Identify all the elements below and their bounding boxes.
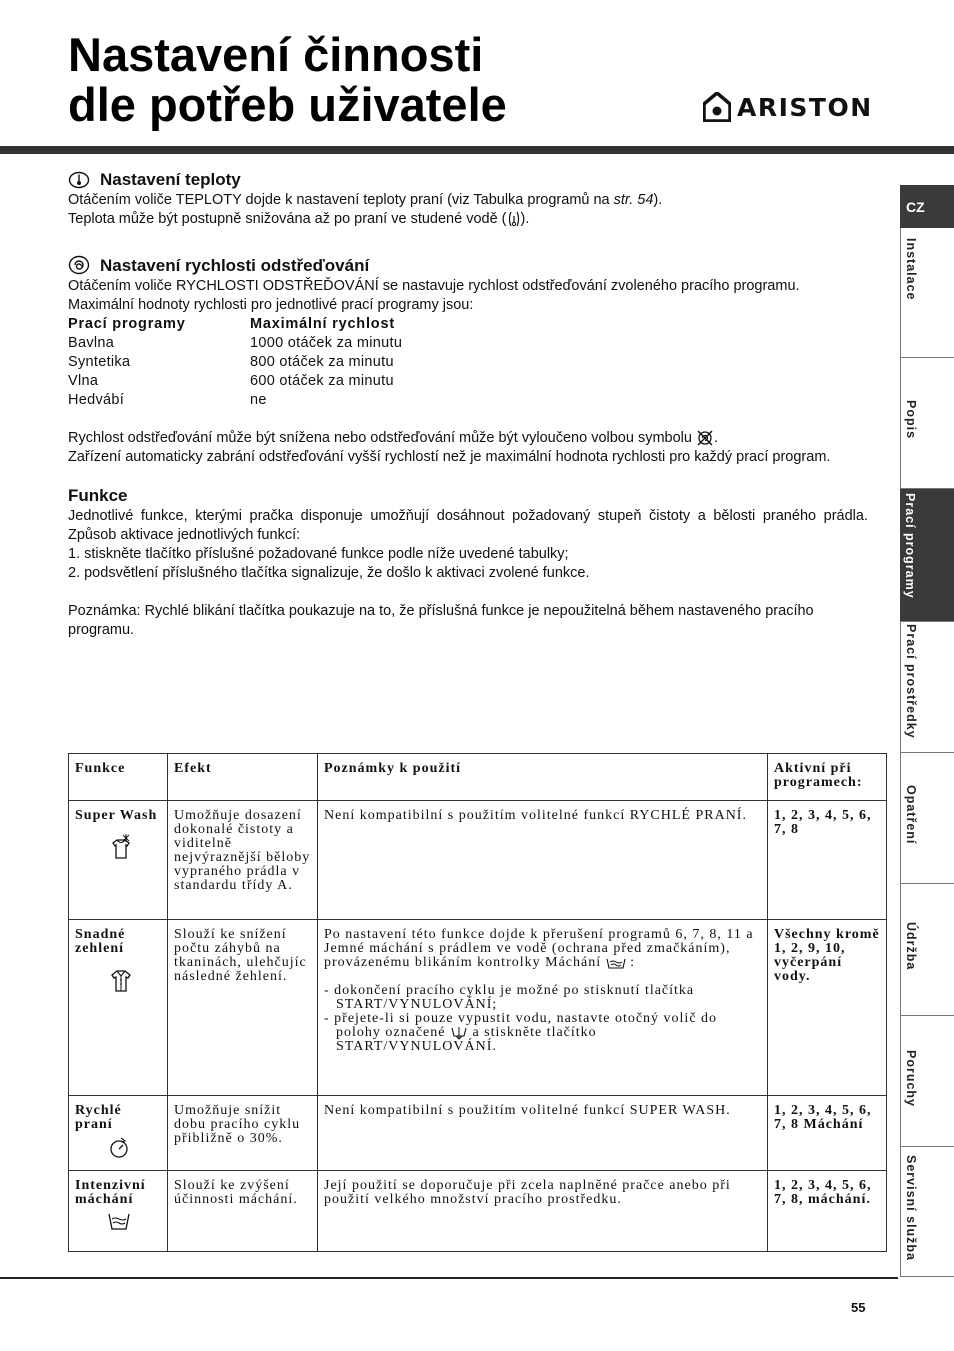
functions-note: Poznámka: Rychlé blikání tlačítka poukazuje na to, že příslušná funkce je nepoužitelná během nastaveného pracího programu.	[68, 603, 814, 638]
max-speed-row	[68, 372, 402, 391]
sidebar-item-label: Popis	[904, 400, 918, 440]
spin-paragraph-3	[68, 429, 868, 448]
active-programs-cell: 1, 2, 3, 4, 5, 6, 7, 8	[768, 801, 887, 920]
temperature-heading-text: Nastavení teploty	[100, 170, 241, 189]
spin-icon	[68, 255, 90, 275]
functions-table-header: Efekt	[168, 754, 318, 801]
thermometer-icon	[68, 171, 90, 189]
program-speed: ne	[250, 392, 267, 408]
functions-section	[68, 486, 868, 640]
page-reference: str. 54	[613, 192, 654, 208]
quick-wash-icon	[107, 1136, 131, 1160]
temperature-section	[68, 170, 868, 229]
sidebar-item-praci-prostredky[interactable]	[900, 622, 954, 753]
spin-section	[68, 255, 868, 467]
header-rule	[0, 146, 954, 154]
effect-cell: Umožňuje snížit dobu pracího cyklu přibližně o 30%.	[168, 1096, 318, 1171]
spin-heading	[68, 255, 868, 275]
sidebar-item-label: Poruchy	[904, 1050, 918, 1108]
notes-list-item	[324, 1012, 761, 1054]
rinse-tub-icon	[606, 957, 626, 969]
functions-table-header-row	[69, 754, 887, 801]
page-title-line1: Nastavení činnosti	[68, 28, 484, 81]
functions-step-1: 1. stiskněte tlačítko příslušné požadované funkce podle níže uvedené tabulky;	[68, 546, 569, 562]
functions-paragraph: Jednotlivé funkce, kterými pračka disponuje umožňují dosáhnout požadovaný stupeň čistoty a bělosti praného prádla. Způsob aktivace jednotlivých funkcí:	[68, 508, 868, 543]
functions-table-header: Aktivní při programech:	[768, 754, 887, 801]
sidebar-item-servisni-sluzba[interactable]	[900, 1147, 954, 1277]
temperature-paragraph-1	[68, 191, 868, 210]
program-name: Hedvábí	[68, 392, 125, 408]
page-title-line2: dle potřeb uživatele	[68, 78, 507, 131]
active-programs-cell: 1, 2, 3, 4, 5, 6, 7, 8 Máchání	[768, 1096, 887, 1171]
function-name: Super Wash	[75, 808, 158, 823]
effect-cell: Slouží ke zvýšení účinnosti máchání.	[168, 1171, 318, 1252]
functions-table	[68, 753, 887, 1252]
house-logo-icon	[703, 92, 731, 122]
notes-item-text: - přejete-li si pouze vypustit vodu, nastavte otočný volič do polohy označené	[324, 1011, 718, 1041]
temperature-p1-text: Otáčením voliče TEPLOTY dojde k nastavení teploty praní (viz Tabulka programů na	[68, 192, 614, 208]
notes-cell	[318, 920, 768, 1096]
sidebar-item-popis[interactable]	[900, 358, 954, 489]
spin-heading-text: Nastavení rychlosti odstřeďování	[100, 255, 370, 275]
active-programs-cell: 1, 2, 3, 4, 5, 6, 7, 8, máchání.	[768, 1171, 887, 1252]
sidebar-item-praci-programy[interactable]	[900, 489, 954, 622]
spin-paragraph-2: Maximální hodnoty rychlosti pro jednotlivé prací programy jsou:	[68, 297, 474, 313]
main-content	[68, 170, 868, 659]
table-row	[69, 801, 887, 920]
notes-list-item: - dokončení pracího cyklu je možné po stisknutí tlačítka START/VYNULOVÁNÍ;	[324, 983, 695, 1012]
program-name: Vlna	[68, 373, 99, 389]
sidebar-item-label: Instalace	[904, 238, 918, 301]
sidebar-item-opatreni[interactable]	[900, 753, 954, 884]
shirt-sparkle-icon	[107, 833, 135, 861]
sidebar-item-udrzba[interactable]	[900, 884, 954, 1016]
functions-table-header: Poznámky k použití	[318, 754, 768, 801]
sidebar-item-instalace[interactable]	[900, 228, 954, 358]
program-name: Bavlna	[68, 335, 115, 351]
functions-table-header: Funkce	[69, 754, 168, 801]
temperature-paragraph-2	[68, 210, 868, 229]
function-cell	[69, 1171, 168, 1252]
function-name: Intenzivní máchání	[75, 1178, 146, 1207]
table-row	[69, 1171, 887, 1252]
no-spin-icon	[696, 429, 714, 447]
program-speed: 800 otáček za minutu	[250, 354, 394, 370]
ariston-logo	[703, 92, 873, 122]
sidebar-item-label: Servisní služba	[904, 1155, 918, 1262]
max-speed-header: Prací programy	[68, 316, 186, 332]
sidebar-item-label: Opatření	[904, 785, 918, 845]
function-name: Snadné zehlení	[75, 927, 126, 956]
page-title	[68, 30, 507, 130]
page-number: 55	[851, 1300, 866, 1315]
function-cell	[69, 801, 168, 920]
cold-water-icon	[507, 210, 521, 228]
spin-paragraph-4: Zařízení automaticky zabrání odstřeďování vyšší rychlostí než je maximální hodnota rychlosti pro každý prací program.	[68, 449, 831, 465]
sidebar-item-label: Prací programy	[903, 493, 917, 599]
drain-icon	[450, 1026, 468, 1040]
logo-text: ARISTON	[737, 92, 873, 122]
functions-heading: Funkce	[68, 486, 128, 505]
temperature-heading	[68, 170, 868, 189]
notes-list	[324, 984, 761, 1054]
max-speed-row	[68, 334, 402, 353]
program-speed: 600 otáček za minutu	[250, 373, 394, 389]
notes-intro-end: :	[630, 955, 635, 970]
effect-cell: Umožňuje dosazení dokonalé čistoty a viditelně nejvýraznější běloby vypraného prádla v standardu třídy A.	[168, 801, 318, 920]
temperature-p1-end: ).	[653, 192, 663, 208]
program-name: Syntetika	[68, 354, 131, 370]
effect-cell: Slouží ke snížení počtu záhybů na tkaninách, ulehčujíc následné žehlení.	[168, 920, 318, 1096]
sidebar-item-label: Prací prostředky	[904, 624, 918, 739]
notes-cell: Její použití se doporučuje při zcela naplněné pračce anebo při použití velkého množství pracího prostředku.	[318, 1171, 768, 1252]
table-row	[69, 1096, 887, 1171]
notes-intro	[324, 928, 761, 970]
notes-item-text: a stiskněte tlačítko START/VYNULOVÁNÍ.	[336, 1025, 597, 1055]
notes-cell: Není kompatibilní s použitím volitelné funkcí RYCHLÉ PRANÍ.	[318, 801, 768, 920]
table-row	[69, 920, 887, 1096]
notes-intro-text: Po nastavení této funkce dojde k přerušení programů 6, 7, 8, 11 a Jemné máchání s prádlem ve vodě (ochrana před zmačkáním), provázenému blikáním kontrolky Máchání	[324, 927, 754, 970]
max-speed-header-row	[68, 315, 402, 334]
functions-step-2: 2. podsvětlení příslušného tlačítka signalizuje, že došlo k aktivaci zvolené funkce.	[68, 565, 590, 581]
active-programs-cell: Všechny kromě 1, 2, 9, 10, vyčerpání vody.	[768, 920, 887, 1096]
max-speed-row	[68, 391, 402, 410]
spin-paragraph-1: Otáčením voliče RYCHLOSTI ODSTŘEĎOVÁNÍ se nastavuje rychlost odstřeďování zvoleného pracího programu.	[68, 278, 800, 294]
footer-rule	[0, 1277, 898, 1279]
sidebar-item-label: Údržba	[904, 922, 918, 971]
notes-cell: Není kompatibilní s použitím volitelné funkcí SUPER WASH.	[318, 1096, 768, 1171]
ironing-shirt-icon	[107, 966, 135, 994]
function-cell	[69, 1096, 168, 1171]
max-speed-header: Maximální rychlost	[250, 316, 395, 332]
spin-p3-end: .	[713, 430, 718, 446]
temperature-p2-text: Teplota může být postupně snižována až po praní ve studené vodě (	[68, 211, 507, 227]
spin-p3-text: Rychlost odstřeďování může být snížena nebo odstřeďování může být vyloučeno volbou symbolu	[68, 430, 696, 446]
rinse-tub-icon	[107, 1211, 131, 1231]
max-speed-row	[68, 353, 402, 372]
sidebar-item-poruchy[interactable]	[900, 1016, 954, 1147]
language-tab[interactable]: CZ	[900, 185, 954, 228]
temperature-p2-end: ).	[520, 211, 530, 227]
max-speed-table	[68, 315, 402, 410]
sidebar-nav	[900, 185, 954, 1277]
program-speed: 1000 otáček za minutu	[250, 335, 403, 351]
function-name: Rychlé praní	[75, 1103, 122, 1132]
function-cell	[69, 920, 168, 1096]
